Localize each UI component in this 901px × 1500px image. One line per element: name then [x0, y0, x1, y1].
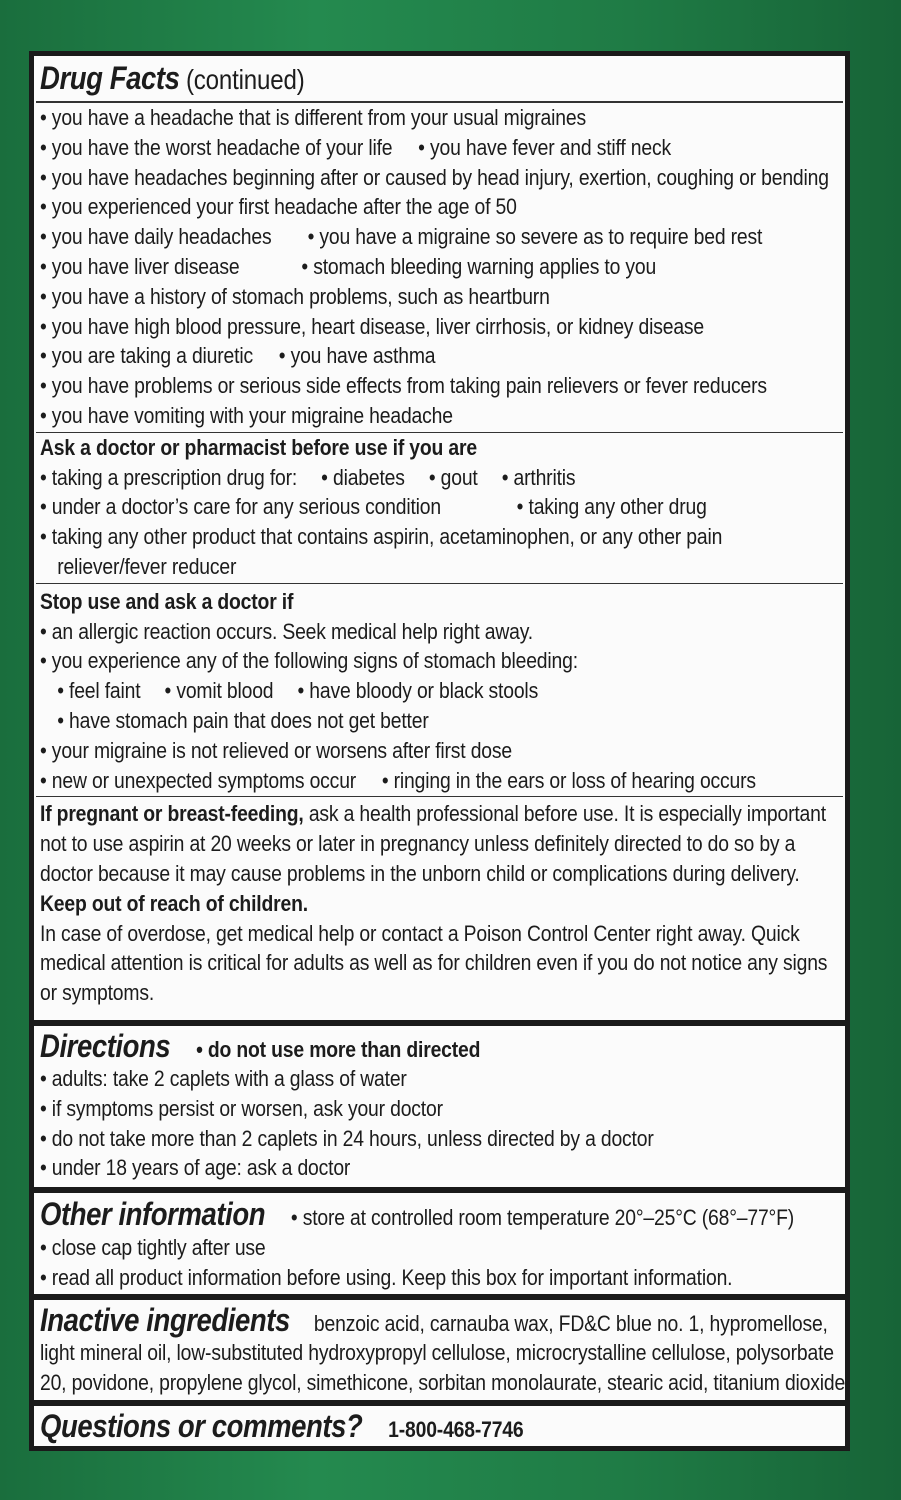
paragraph-line: doctor because it may cause problems in the unborn child or complications during delivery. — [40, 860, 800, 886]
inactive-ingredients-box — [34, 1300, 845, 1400]
inactive-heading-line: Inactive ingredients benzoic acid, carnauba wax, FD&C blue no. 1, hypromellose, — [40, 1302, 828, 1338]
paragraph-line: 20, povidone, propylene glycol, simethicone, sorbitan monolaurate, stearic acid, titanium dioxide — [40, 1369, 846, 1395]
list-item: • you have high blood pressure, heart disease, liver cirrhosis, or kidney disease — [40, 312, 727, 342]
drug-facts-title: Drug Facts (continued) — [40, 60, 305, 96]
list-item: • you have vomiting with your migraine headache — [40, 401, 727, 431]
list-item: • read all product information before using. Keep this box for important information. — [40, 1263, 727, 1293]
directions-heading-line: Directions• do not use more than directed — [40, 1026, 727, 1064]
paragraph-line: not to use aspirin at 20 weeks or later in pregnancy unless definitely directed to do so by a — [40, 831, 796, 857]
list-item: • if symptoms persist or worsen, ask your doctor — [40, 1094, 727, 1124]
paragraph-line: In case of overdose, get medical help or contact a Poison Control Center right away. Quick — [40, 920, 800, 946]
pregnancy-section — [40, 797, 839, 1008]
ask-doctor-section — [40, 433, 839, 582]
other-information-heading-line: Other information• store at controlled room temperature 20°–25°C (68°–77°F) — [40, 1193, 727, 1233]
list-item: • your migraine is not relieved or worsens after first dose — [40, 736, 727, 766]
drug-facts-main-box — [34, 56, 845, 1020]
list-item: • you have problems or serious side effects from taking pain relievers or fever reducers — [40, 371, 727, 401]
list-item-continuation: reliever/fever reducer — [57, 553, 237, 579]
list-item: • you experienced your first headache after the age of 50 — [40, 192, 727, 222]
list-item: • close cap tightly after use — [40, 1233, 727, 1263]
list-item: • under 18 years of age: ask a doctor — [40, 1153, 727, 1183]
list-item: • new or unexpected symptoms occur• ringing in the ears or loss of hearing occurs — [40, 766, 727, 796]
list-item: • taking any other product that contains aspirin, acetaminophen, or any other pain — [40, 522, 727, 552]
list-item: • an allergic reaction occurs. Seek medical help right away. — [40, 617, 727, 647]
list-item: • feel faint• vomit blood• have bloody or black stools — [40, 676, 727, 706]
list-item: • have stomach pain that does not get better — [40, 706, 727, 736]
warnings-list — [40, 103, 839, 431]
paragraph-line: or symptoms. — [40, 980, 155, 1006]
paragraph-line: If pregnant or breast-feeding, ask a health professional before use. It is especially important — [40, 801, 826, 827]
stop-use-section — [40, 584, 839, 796]
list-item: • you experience any of the following signs of stomach bleeding: — [40, 646, 727, 676]
section-heading: Ask a doctor or pharmacist before use if you are — [40, 434, 477, 460]
list-item: • you are taking a diuretic• you have asthma — [40, 341, 727, 371]
list-item: • you have liver disease• stomach bleeding warning applies to you — [40, 252, 727, 282]
list-item: • taking a prescription drug for:• diabetes• gout• arthritis — [40, 463, 727, 493]
questions-line: Questions or comments? 1-800-468-7746 — [40, 1408, 524, 1444]
list-item: • you have daily headaches• you have a migraine so severe as to require bed rest — [40, 222, 727, 252]
list-item: • under a doctor’s care for any serious condition• taking any other drug — [40, 492, 727, 522]
list-item: • you have headaches beginning after or caused by head injury, exertion, coughing or bending — [40, 163, 727, 193]
questions-box — [34, 1406, 845, 1446]
section-heading: Stop use and ask a doctor if — [40, 588, 294, 614]
other-information-box — [34, 1193, 845, 1294]
phone-number: 1-800-468-7746 — [388, 1417, 524, 1442]
list-item: • adults: take 2 caplets with a glass of water — [40, 1064, 727, 1094]
directions-box — [34, 1026, 845, 1187]
paragraph-line: medical attention is critical for adults as well as for children even if you do not notice any signs — [40, 950, 828, 976]
paragraph-line: light mineral oil, low-substituted hydroxypropyl cellulose, microcrystalline cellulose, polysorbate — [40, 1340, 834, 1365]
list-item: • do not take more than 2 caplets in 24 hours, unless directed by a doctor — [40, 1124, 727, 1154]
list-item: • you have the worst headache of your life• you have fever and stiff neck — [40, 133, 727, 163]
list-item: • you have a history of stomach problems, such as heartburn — [40, 282, 727, 312]
list-item: • you have a headache that is different from your usual migraines — [40, 103, 727, 133]
section-heading: Keep out of reach of children. — [40, 890, 308, 916]
